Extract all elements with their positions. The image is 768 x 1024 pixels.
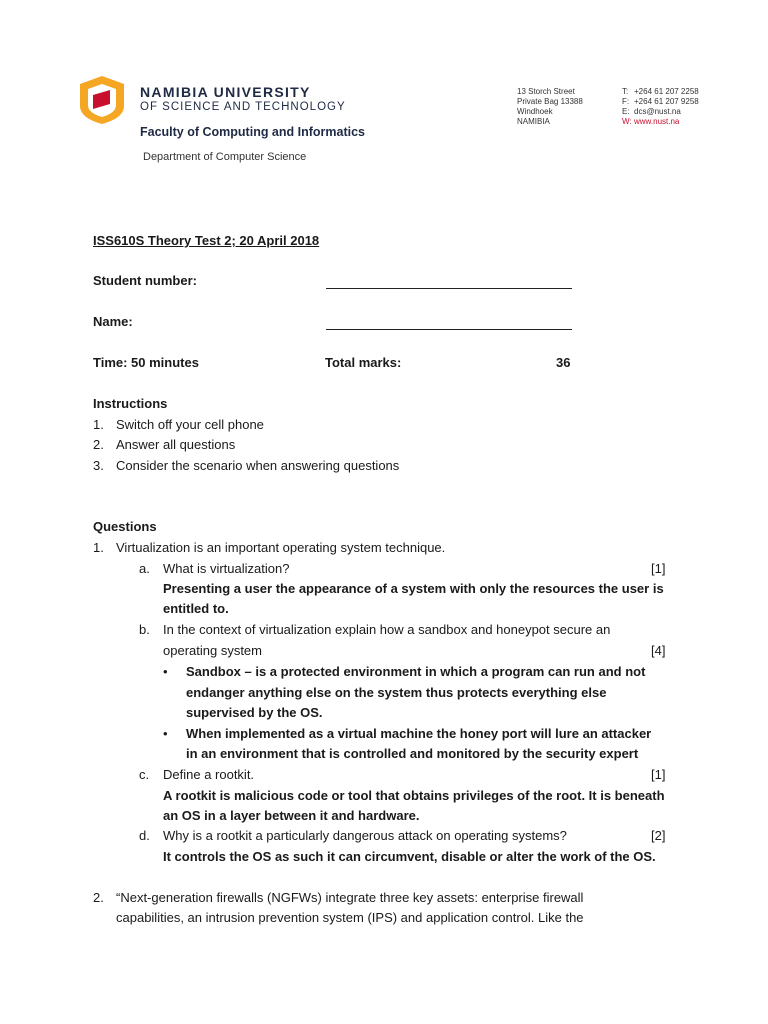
contact-fax: F: +264 61 207 9258 (622, 97, 699, 106)
question-number: 2. (93, 890, 104, 905)
question-1d-marks: [2] (651, 828, 666, 843)
instruction-number: 1. (93, 417, 104, 432)
question-2-line1: “Next-generation firewalls (NGFWs) integrate three key assets: enterprise firewall (116, 890, 584, 905)
address-line: 13 Storch Street (517, 87, 575, 96)
question-1b-line1: In the context of virtualization explain how a sandbox and honeypot secure an (163, 622, 611, 637)
contact-phone: T: +264 61 207 2258 (622, 87, 699, 96)
faculty-name: Faculty of Computing and Informatics (140, 125, 366, 139)
answer-1a-line2: entitled to. (163, 601, 229, 616)
question-1c-text: Define a rootkit. (163, 767, 255, 782)
bullet-icon: • (163, 664, 168, 679)
subquestion-letter: b. (139, 622, 150, 637)
question-1d-text: Why is a rootkit a particularly dangerous attack on operating systems? (163, 828, 567, 843)
test-title: ISS610S Theory Test 2; 20 April 2018 (93, 233, 320, 248)
contact-block (622, 87, 699, 127)
question-1b-line2: operating system (163, 643, 262, 658)
answer-1c-line2: an OS in a layer between it and hardware. (163, 808, 420, 823)
contact-web: W: www.nust.na (622, 117, 680, 126)
instruction-number: 2. (93, 437, 104, 452)
answer-1a-line1: Presenting a user the appearance of a system with only the resources the user is (163, 581, 664, 596)
instruction-item: Answer all questions (116, 437, 236, 452)
total-marks-label: Total marks: (325, 355, 402, 370)
student-number-field[interactable] (326, 288, 572, 289)
name-label: Name: (93, 314, 133, 329)
answer-1c-line1: A rootkit is malicious code or tool that obtains privileges of the root. It is beneath (163, 788, 665, 803)
answer-1b-honeypot-line2: in an environment that is controlled and monitored by the security expert (186, 746, 639, 761)
address-block (517, 87, 583, 127)
question-1a-text: What is virtualization? (163, 561, 290, 576)
question-number: 1. (93, 540, 104, 555)
university-subtitle: OF SCIENCE AND TECHNOLOGY (140, 101, 346, 113)
question-2-line2: capabilities, an intrusion prevention system (IPS) and application control. Like the (116, 910, 584, 925)
answer-1b-sandbox-line3: supervised by the OS. (186, 705, 323, 720)
answer-1b-sandbox-line1: Sandbox – is a protected environment in which a program can run and not (186, 664, 646, 679)
university-logo (76, 76, 128, 124)
address-line: Windhoek (517, 107, 553, 116)
subquestion-letter: c. (139, 767, 150, 782)
answer-1b-honeypot-line1: When implemented as a virtual machine the honey port will lure an attacker (186, 726, 652, 741)
subquestion-letter: d. (139, 828, 150, 843)
question-1a-marks: [1] (651, 561, 666, 576)
instructions-heading: Instructions (93, 396, 168, 411)
university-name: NAMIBIA UNIVERSITY (140, 84, 311, 100)
question-1b-marks: [4] (651, 643, 666, 658)
instruction-item: Switch off your cell phone (116, 417, 264, 432)
name-field[interactable] (326, 329, 572, 330)
instruction-number: 3. (93, 458, 104, 473)
instruction-item: Consider the scenario when answering questions (116, 458, 400, 473)
question-1c-marks: [1] (651, 767, 666, 782)
answer-1d: It controls the OS as such it can circumvent, disable or alter the work of the OS. (163, 849, 656, 864)
address-line: NAMIBIA (517, 117, 550, 126)
subquestion-letter: a. (139, 561, 150, 576)
address-line: Private Bag 13388 (517, 97, 583, 106)
department-name: Department of Computer Science (143, 151, 307, 163)
contact-email: E: dcs@nust.na (622, 107, 681, 116)
answer-1b-sandbox-line2: endanger anything else on the system thus protects everything else (186, 685, 607, 700)
questions-heading: Questions (93, 519, 157, 534)
student-number-label: Student number: (93, 273, 197, 288)
bullet-icon: • (163, 726, 168, 741)
question-1-text: Virtualization is an important operating system technique. (116, 540, 446, 555)
total-marks-value: 36 (556, 355, 571, 370)
time-label: Time: 50 minutes (93, 355, 199, 370)
